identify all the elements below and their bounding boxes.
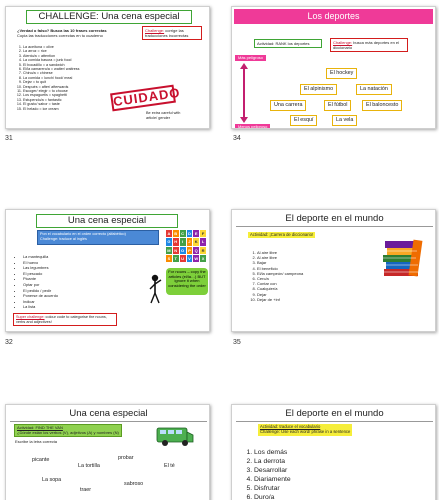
sport-chip[interactable]: El esquí (290, 115, 317, 126)
abc-letter: F (201, 231, 205, 236)
abc-letter: O (181, 247, 185, 253)
list-item: 1. La aceituna = olive (23, 45, 114, 49)
list-item: 1. Los demás (254, 448, 358, 457)
challenge-note (330, 38, 408, 52)
abc-letter: U (181, 255, 185, 261)
abc-letter: T (174, 255, 177, 261)
van-icon (156, 425, 196, 447)
list-item: 3. Bajar (257, 260, 338, 265)
activity-line: Actividad: traduce el vocabulario (260, 424, 321, 429)
task-box (37, 230, 159, 245)
arrow-down-icon (240, 117, 248, 123)
sport-chip[interactable]: El fútbol (324, 100, 351, 111)
abc-letter: W (194, 255, 199, 261)
list-item: 1. Al aire libre (257, 250, 338, 255)
slide-title: Una cena especial (69, 408, 148, 419)
abc-letter: X (201, 255, 205, 261)
list-item: 6. El/la camarero/a = waiter/ waitress (23, 67, 114, 71)
sport-chip[interactable]: La natación (356, 84, 392, 95)
list-item: 3. Atento/a = attention (23, 54, 114, 58)
list-item: 4. La comida basura = junk food (23, 58, 114, 62)
vocab-list (238, 448, 358, 500)
list-item: 14. El gusto/ sabor = taste (23, 102, 114, 106)
list-item: 5. El/la campeón/ campeona (257, 271, 338, 276)
slide-bottom-right[interactable] (231, 404, 436, 500)
list-item: 2. La derrota (254, 457, 358, 466)
abc-letter: R (201, 247, 205, 253)
list-item: • Indicar (23, 299, 86, 305)
super-challenge-label: Super challenge: (16, 315, 45, 319)
activity-line: Actividad: FIND THE VAN (17, 425, 63, 430)
slide-title: El deporte en el mundo (285, 408, 384, 419)
activity-note (14, 424, 122, 437)
slide-number: 34 (233, 135, 241, 142)
list-item: • La lista (23, 304, 86, 310)
list-item: 12. Los espaguetis = spaghetti (23, 93, 114, 97)
list-item: 10. Después = after/ afterwards (23, 85, 114, 89)
list-item: 8. Cualquier/a (257, 286, 338, 291)
slide-number: 32 (5, 339, 13, 346)
abc-letter: C (181, 231, 185, 236)
slide-34[interactable] (231, 6, 436, 129)
list-item: 2. La arroz = rice (23, 49, 114, 53)
list-item: 4. Diariamente (254, 475, 358, 484)
sport-chip[interactable]: El baloncesto (362, 100, 402, 111)
title-divider (236, 226, 433, 227)
list-item: 5. El bocadillo = a sandwich (23, 63, 114, 67)
list-item: 9. Dejar (257, 292, 338, 297)
slide-bottom-left[interactable] (5, 404, 210, 500)
sport-chip[interactable]: El hockey (326, 68, 357, 79)
dictionary-books-icon (378, 238, 423, 278)
sport-chip[interactable]: Una carrera (270, 100, 306, 111)
challenge-line: Challenge: Use each word/ phrase in a sentence (260, 428, 351, 434)
list-item: 15. El helado = ice cream (23, 107, 114, 111)
slide-title: Una cena especial (36, 214, 178, 228)
task-note (14, 26, 110, 40)
abc-letter: S (167, 255, 171, 261)
slide-32[interactable] (5, 209, 210, 332)
word-el-te: El té (164, 463, 175, 469)
task-line-1: ¿Verdad o falso? Busca las 10 frases correctas (17, 28, 107, 33)
list-item: • El huevo (23, 260, 86, 266)
abc-letter: P (188, 247, 191, 253)
word-sabroso: sabroso (124, 481, 144, 487)
abc-letter: Q (194, 247, 198, 253)
task-line-1: Pon el vocabulario en el orden correcto (alfabético) (40, 232, 126, 236)
list-item: • La mantequilla (23, 254, 86, 260)
abc-letter: J (188, 239, 191, 245)
more-dangerous-label: Más peligroso (235, 55, 266, 61)
hint-bubble: For nouns – copy the articles (el/la…) BUT ignore it when considering the order (166, 268, 208, 295)
list-item: 9. Dejar = to quit (23, 80, 114, 84)
challenge-text: busca más deportes en el diccionario (333, 40, 400, 50)
title-divider (236, 421, 433, 422)
list-item: 4. El beneficio (257, 266, 338, 271)
slide-title: El deporte en el mundo (285, 213, 384, 224)
less-dangerous-label: Menos peligroso (235, 124, 270, 129)
activity-highlight (258, 424, 352, 436)
word-picante: picante (32, 457, 50, 463)
list-item: 8. La comida = lunch/ food/ meal (23, 76, 114, 80)
list-item: • El pedido / pedir (23, 288, 86, 294)
abc-letter: N (174, 247, 178, 253)
abc-letter: L (201, 239, 205, 245)
danger-arrow (243, 67, 245, 117)
slide-number: 31 (5, 135, 13, 142)
list-item: 7. Contar con (257, 281, 338, 286)
list-item: • Picante (23, 276, 86, 282)
task-line-2: ¿Dónde están los verbos (V), adjetivos (A) y nombres (N) (17, 429, 119, 435)
list-item: 3. Desarrollar (254, 466, 358, 475)
abc-letter: V (188, 255, 191, 261)
challenge-note (142, 26, 202, 40)
challenge-text: corrige las traducciones incorrectas (145, 28, 189, 38)
slide-31[interactable] (5, 6, 210, 129)
vocab-list (248, 250, 338, 302)
list-item: 6. Duro/a (254, 493, 358, 500)
list-item: • Ponerse de acuerdo (23, 293, 86, 299)
list-item: 13. Estupendo/a = fantastic (23, 98, 114, 102)
list-item: • El pescado (23, 271, 86, 277)
abc-letter: K (194, 239, 198, 245)
super-challenge-note (13, 313, 117, 326)
activity-label: Actividad: RANK los deportes (257, 41, 310, 46)
abc-letter: M (167, 247, 171, 253)
abc-letter: G (167, 239, 171, 245)
task-line-3: Escribe la letra correcta (15, 439, 58, 444)
super-challenge-text: colour code to categorise the nouns, verbs and adjectives! (16, 315, 107, 324)
careful-note: Be extra careful with article/ gender (146, 111, 181, 120)
list-item: • Las legumbres (23, 265, 86, 271)
task-line-2: Copia las traducciones correctas en tu cuaderno (17, 33, 103, 38)
list-item: 7. Chino/a = chinese (23, 71, 114, 75)
cuidado-stamp: CUIDADO (110, 85, 176, 112)
stick-figure-icon (148, 274, 162, 304)
challenge-label: Challenge: (145, 28, 165, 33)
list-item: 6. Cerc/a (257, 276, 338, 281)
title-divider (10, 421, 207, 422)
list-item: • Optar por (23, 282, 86, 288)
slide-35[interactable] (231, 209, 436, 332)
word-la-sopa: La sopa (42, 477, 62, 483)
list-item: 11. Escoger/ elegir = to choose (23, 89, 114, 93)
abc-letter: I (180, 238, 186, 245)
activity-note (254, 39, 322, 48)
word-la-tortilla: La tortilla (78, 463, 100, 469)
list-item: 2. Al aire libre (257, 255, 338, 260)
vocab-list (16, 254, 86, 310)
abc-letter: A (167, 231, 171, 236)
abc-letter: B (174, 231, 178, 236)
abc-letter: E (194, 231, 198, 236)
slide-title: Los deportes (234, 9, 433, 24)
abc-letter: D (187, 231, 191, 236)
challenge-label: Challenge: (333, 40, 353, 45)
sport-chip[interactable]: La vela (332, 115, 357, 126)
list-item: 10. Dejar de +inf (257, 297, 338, 302)
sport-chip[interactable]: El alpinismo (300, 84, 337, 95)
slide-number: 35 (233, 339, 241, 346)
abc-letter: H (174, 239, 178, 245)
list-item: 5. Disfrutar (254, 484, 358, 493)
vocab-list (14, 45, 114, 111)
activity-highlight: Actividad: ¡Carrera de diccionario! (250, 232, 314, 237)
word-traer: traer (80, 487, 92, 493)
slide-title: CHALLENGE: Una cena especial (26, 10, 192, 24)
task-line-2: Challenge: traduce al inglés (40, 237, 87, 241)
word-probar: probar (118, 455, 134, 461)
alphabet-blocks (166, 230, 206, 262)
